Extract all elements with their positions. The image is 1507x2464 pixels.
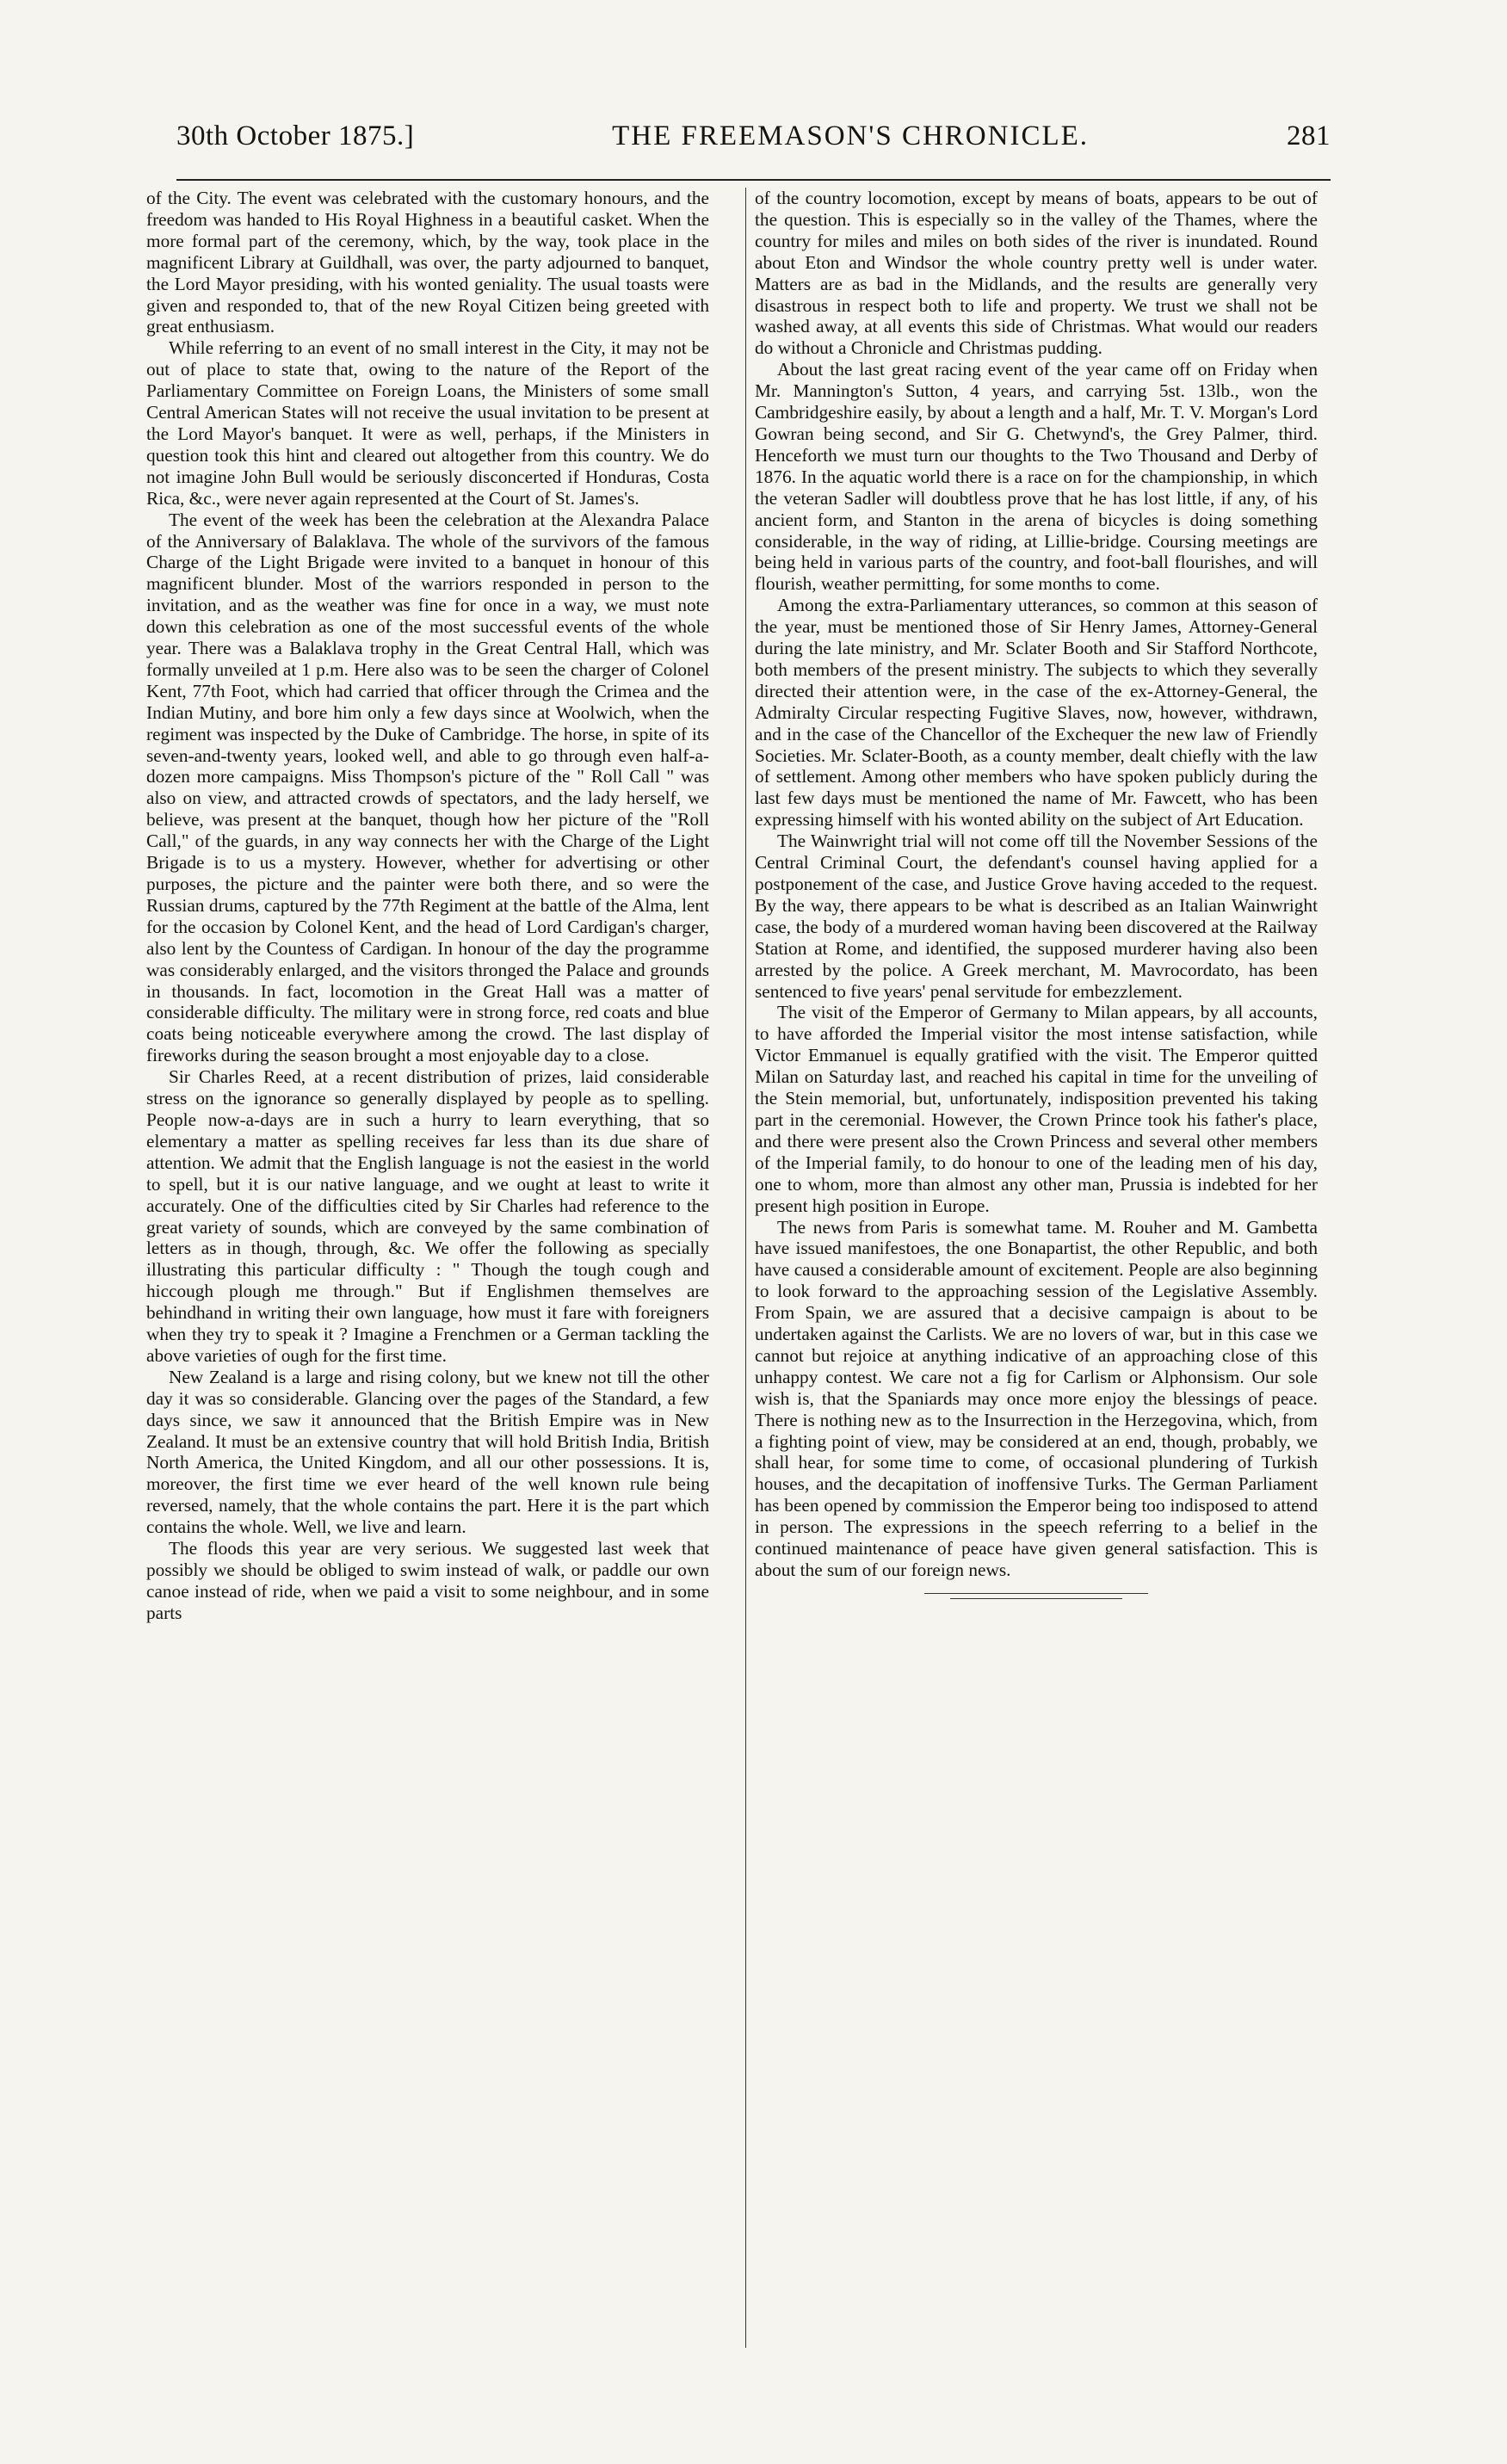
article-paragraph: The visit of the Emperor of Germany to Milan appears, by all accounts, to have afforded the Imperial visitor the most intense satisfaction, while Victor Emmanuel is equally gratified with the visit. The Emperor quitted Milan on Saturday last, and reached his capital in time for the unveiling of the Stein memorial, but, unfortunately, indisposition prevented his taking part in the ceremonial. However, the Crown Prince took his father's place, and there were present also the Crown Princess and several other members of the Imperial family, to do honour to one of the leading men of his day, one to whom, more than almost any other man, Prussia is indebted for her present high position in Europe. — [755, 1002, 1318, 1216]
left-column — [146, 188, 709, 1624]
page-number: 281 — [1286, 120, 1331, 151]
article-paragraph: The news from Paris is somewhat tame. M. Rouher and M. Gambetta have issued manifestoes, the one Bonapartist, the other Republic, and both have caused a considerable amount of excitement. People are also beginning to look forward to the approaching session of the Legislative Assembly. From Spain, we are assured that a decisive campaign is about to be undertaken against the Carlists. We are no lovers of war, but in this case we cannot but rejoice at anything indicative of an approaching close of this unhappy contest. We care not a fig for Carlism or Alphonsism. Our sole wish is, that the Spaniards may once more enjoy the blessings of peace. There is nothing new as to the Insurrection in the Herzegovina, which, from a fighting point of view, may be considered at an end, though, probably, we shall hear, for some time to come, of occasional plundering of Turkish houses, and the decapitation of inoffensive Turks. The German Parliament has been opened by commission the Emperor being too indisposed to attend in person. The expressions in the speech referring to a belief in the continued maintenance of peace have given general satisfaction. This is about the sum of our foreign news. — [755, 1216, 1318, 1580]
article-paragraph: Sir Charles Reed, at a recent distribution of prizes, laid considerable stress on the ignorance so generally displayed by people as to spelling. People now-a-days are in such a hurry to learn everything, that so elementary a matter as spelling receives far less than its due share of attention. We admit that the English language is not the easiest in the world to spell, but it is our native language, and we ought at least to write it accurately. One of the difficulties cited by Sir Charles had reference to the great variety of sounds, which are conveyed by the same combination of letters as in though, through, &c. We offer the following as specially illustrating this particular difficulty : " Though the tough cough and hiccough plough me through." But if Englishmen themselves are behindhand in writing their own language, how must it fare with foreigners when they try to speak it ? Imagine a Frenchmen or a German tackling the above varieties of ough for the first time. — [146, 1066, 709, 1366]
page-header — [176, 120, 1331, 172]
right-column — [755, 188, 1318, 1599]
end-rule — [950, 1598, 1122, 1599]
publication-title: THE FREEMASON'S CHRONICLE. — [612, 120, 1090, 151]
end-rule — [924, 1593, 1148, 1594]
header-rule — [176, 179, 1331, 181]
article-paragraph: While referring to an event of no small interest in the City, it may not be out of place to state that, owing to the nature of the Report of the Parliamentary Committee on Foreign Loans, the Ministers of some small Central American States will not receive the usual invitation to be present at the Lord Mayor's banquet. It were as well, perhaps, if the Ministers in question took this hint and cleared out altogether from this country. We do not imagine John Bull would be seriously disconcerted if Honduras, Costa Rica, &c., were never again represented at the Court of St. James's. — [146, 337, 709, 509]
article-paragraph: The event of the week has been the celebration at the Alexandra Palace of the Anniversary of Balaklava. The whole of the survivors of the famous Charge of the Light Brigade were invited to a banquet in honour of this magnificent blunder. Most of the warriors responded in person to the invitation, and as the weather was fine for once in a way, we must note down this celebration as one of the most successful events of the whole year. There was a Balaklava trophy in the Great Central Hall, which was formally unveiled at 1 p.m. Here also was to be seen the charger of Colonel Kent, 77th Foot, which had carried that officer through the Crimea and the Indian Mutiny, and bore him only a few days since at Woolwich, when the regiment was inspected by the Duke of Cambridge. The horse, in spite of its seven-and-twenty years, looked well, and able to go through even half-a-dozen more campaigns. Miss Thompson's picture of the " Roll Call " was also on view, and attracted crowds of spectators, and the lady herself, we believe, was present at the banquet, though how her picture of the "Roll Call," of the guards, in any way connects her with the Charge of the Light Brigade is to us a mystery. However, whether for advertising or other purposes, the picture and the painter were both there, and so were the Russian drums, captured by the 77th Regiment at the battle of the Alma, lent for the occasion by Colonel Kent, and the head of Lord Cardigan's charger, also lent by the Countess of Cardigan. In honour of the day the programme was considerably enlarged, and the visitors thronged the Palace and grounds in thousands. In fact, locomotion in the Great Hall was a matter of considerable difficulty. The military were in strong force, red coats and blue coats being noticeable everywhere among the crowd. The last display of fireworks during the season brought a most enjoyable day to a close. — [146, 509, 709, 1066]
column-divider — [745, 188, 746, 2348]
article-paragraph: Among the extra-Parliamentary utterances, so common at this season of the year, must be mentioned those of Sir Henry James, Attorney-General during the late ministry, and Mr. Sclater Booth and Sir Stafford Northcote, both members of the present ministry. The subjects to which they severally directed their attention were, in the case of the ex-Attorney-General, the Admiralty Circular respecting Fugitive Slaves, now, however, withdrawn, and in the case of the Chancellor of the Exchequer the new law of Friendly Societies. Mr. Sclater-Booth, as a county member, dealt chiefly with the law of settlement. Among other members who have spoken publicly during the last few days must be mentioned the name of Mr. Fawcett, who has been expressing himself with his wonted ability on the subject of Art Education. — [755, 595, 1318, 831]
article-paragraph: of the City. The event was celebrated with the customary honours, and the freedom was handed to His Royal Highness in a beautiful casket. When the more formal part of the ceremony, which, by the way, took place in the magnificent Library at Guildhall, was over, the party adjourned to banquet, the Lord Mayor presiding, with his wonted geniality. The usual toasts were given and responded to, that of the new Royal Citizen being greeted with great enthusiasm. — [146, 188, 709, 337]
article-paragraph: About the last great racing event of the year came off on Friday when Mr. Mannington's Sutton, 4 years, and carrying 5st. 13lb., won the Cambridgeshire easily, by about a length and a half, Mr. T. V. Morgan's Lord Gowran being second, and Sir G. Chetwynd's, the Grey Palmer, third. Henceforth we must turn our thoughts to the Two Thousand and Derby of 1876. In the aquatic world there is a race on for the championship, in which the veteran Sadler will doubtless prove that he has lost little, if any, of his ancient form, and Stanton in the arena of bicycles is doing something considerable, in the way of riding, at Lillie-bridge. Coursing meetings are being held in various parts of the country, and foot-ball flourishes, and will flourish, weather permitting, for some months to come. — [755, 359, 1318, 595]
article-paragraph: New Zealand is a large and rising colony, but we knew not till the other day it was so considerable. Glancing over the pages of the Standard, a few days since, we saw it announced that the British Empire was in New Zealand. It must be an extensive country that will hold British India, British North America, the United Kingdom, and all our other possessions. It is, moreover, the first time we ever heard of the well known rule being reversed, namely, that the whole contains the part. Here it is the part which contains the whole. Well, we live and learn. — [146, 1366, 709, 1538]
article-paragraph: of the country locomotion, except by means of boats, appears to be out of the question. This is especially so in the valley of the Thames, where the country for miles and miles on both sides of the river is inundated. Round about Eton and Windsor the whole country pretty well is under water. Matters are as bad in the Midlands, and the results are generally very disastrous in respect both to life and property. We trust we shall not be washed away, at all events this side of Christmas. What would our readers do without a Chronicle and Christmas pudding. — [755, 188, 1318, 359]
issue-date: 30th October 1875.] — [176, 120, 415, 151]
article-paragraph: The floods this year are very serious. We suggested last week that possibly we should be obliged to swim instead of walk, or paddle our own canoe instead of ride, when we paid a visit to some neighbour, and in some parts — [146, 1538, 709, 1623]
article-paragraph: The Wainwright trial will not come off till the November Sessions of the Central Criminal Court, the defendant's counsel having applied for a postponement of the case, and Justice Grove having acceded to the request. By the way, there appears to be what is described as an Italian Wainwright case, the body of a murdered woman having been discovered at the Railway Station at Rome, and identified, the supposed murderer having also been arrested by the police. A Greek merchant, M. Mavrocordato, has been sentenced to five years' penal servitude for embezzlement. — [755, 831, 1318, 1002]
